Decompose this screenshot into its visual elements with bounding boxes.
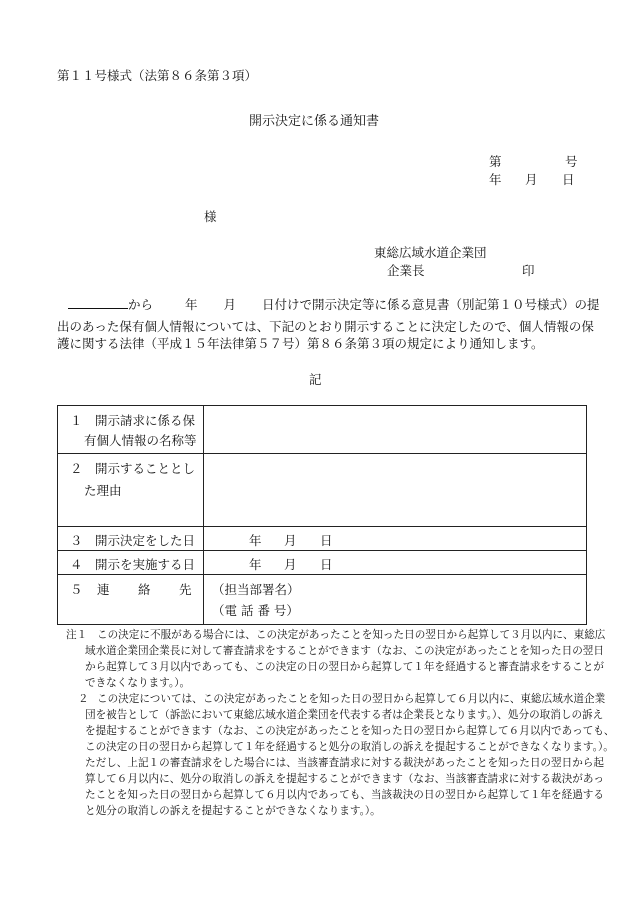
note1-line-3: から起算して３月以内であっても、この決定の日の翌日から起算して１年を経過すると審査請求をすることが	[85, 661, 604, 673]
ki-mark: 記	[309, 372, 322, 387]
body-line-1	[68, 295, 600, 313]
row4-year: 年	[249, 557, 262, 572]
body-line1-rest: 日付けで開示決定等に係る意見書（別記第１０号様式）の提	[262, 297, 600, 312]
table-border-bottom	[57, 624, 587, 625]
row3-year: 年	[249, 533, 262, 548]
form-number: 第１１号様式（法第８６条第３項）	[57, 68, 258, 83]
row2-label-a: ２ 開示することとし	[70, 461, 196, 476]
note2-line-8: と処分の取消しの訴えを提起することができなくなります。）。	[85, 805, 381, 817]
table-row-divider-1	[57, 453, 587, 454]
header-year: 年	[489, 172, 502, 187]
row4-label: ４ 開示を実施する日	[70, 557, 196, 572]
row4-day: 日	[320, 557, 333, 572]
issuer-position: 企業長	[387, 263, 425, 278]
table-border-top	[57, 405, 587, 406]
row1-label-a: １ 開示請求に係る保	[70, 413, 196, 428]
row5-label-char-2: 絡	[138, 582, 151, 597]
note2-line-7: たことを知った日の翌日から起算して６月以内であっても、当該裁決の日の翌日から起算して１年を経過する	[85, 789, 604, 801]
note2-line-2: 団を被告として（訴訟において東総広域水道企業団を代表する者は企業長となります。）、処分の取消しの訴え	[85, 709, 604, 721]
date-blank-underline	[68, 296, 128, 309]
note1-line-4: できなくなります。）。	[85, 677, 191, 689]
number-suffix: 号	[565, 154, 578, 169]
note2-line-3: を提起することができます（なお、この決定があったことを知った日の翌日から起算して６月以内であっても、	[85, 725, 615, 737]
number-prefix: 第	[489, 154, 502, 169]
note2-line-5: ただし、上記１の審査請求をした場合には、当該審査請求に対する裁決があったことを知った日の翌日から起	[85, 757, 604, 769]
row5-label-char-1: 連	[97, 582, 110, 597]
addressee-suffix: 様	[204, 209, 217, 224]
row5-label-char-3: 先	[179, 582, 192, 597]
contact-dept-label: （担当部署名）	[212, 582, 300, 597]
body-line-2: 出のあった保有個人情報については、下記のとおり開示することに決定したので、個人情報の保	[57, 319, 594, 334]
seal-mark: 印	[522, 263, 535, 278]
header-day: 日	[562, 172, 575, 187]
note1-line-2: 域水道企業団企業長に対して審査請求をすることができます（なお、この決定があったことを知った日の翌日	[85, 645, 604, 657]
row4-month: 月	[284, 557, 297, 572]
note2-label: ２	[78, 693, 89, 705]
table-row-divider-2	[57, 526, 587, 527]
row2-label-b: た理由	[84, 483, 122, 498]
body-line-3: 護に関する法律（平成１５年法律第５７号）第８６条第３項の規定により通知します。	[57, 336, 544, 351]
row5-label-number: ５	[70, 582, 83, 597]
body-from: から	[128, 297, 154, 312]
row1-label-b: 有個人情報の名称等	[84, 433, 197, 448]
table-row-divider-3	[57, 550, 587, 551]
document-title: 開示決定に係る通知書	[249, 114, 380, 129]
table-row-divider-4	[57, 574, 587, 575]
contact-phone-label: （電 話 番 号）	[212, 603, 299, 618]
body-month: 月	[223, 297, 237, 312]
body-year: 年	[185, 297, 198, 312]
table-border-right	[586, 405, 587, 625]
note2-line-6: 算して６月以内に、処分の取消しの訴えを提起することができます（なお、当該審査請求に対する裁決があっ	[85, 773, 604, 785]
row3-day: 日	[320, 533, 333, 548]
note2-line-1: この決定については、この決定があったことを知った日の翌日から起算して６月以内に、東総広域水道企業	[97, 693, 606, 705]
header-month: 月	[525, 172, 538, 187]
row3-label: ３ 開示決定をした日	[70, 533, 196, 548]
table-column-divider	[203, 405, 204, 625]
row3-month: 月	[284, 533, 297, 548]
table-border-left	[57, 405, 58, 625]
note1-line-1: この決定に不服がある場合には、この決定があったことを知った日の翌日から起算して３月以内に、東総広	[97, 629, 606, 641]
note2-line-4: この決定の日の翌日から起算して１年を経過すると処分の取消しの訴えを提起することができなくなります。）。	[85, 741, 614, 753]
issuer-organization: 東総広域水道企業団	[374, 245, 487, 260]
note1-label: 注１	[66, 629, 88, 641]
